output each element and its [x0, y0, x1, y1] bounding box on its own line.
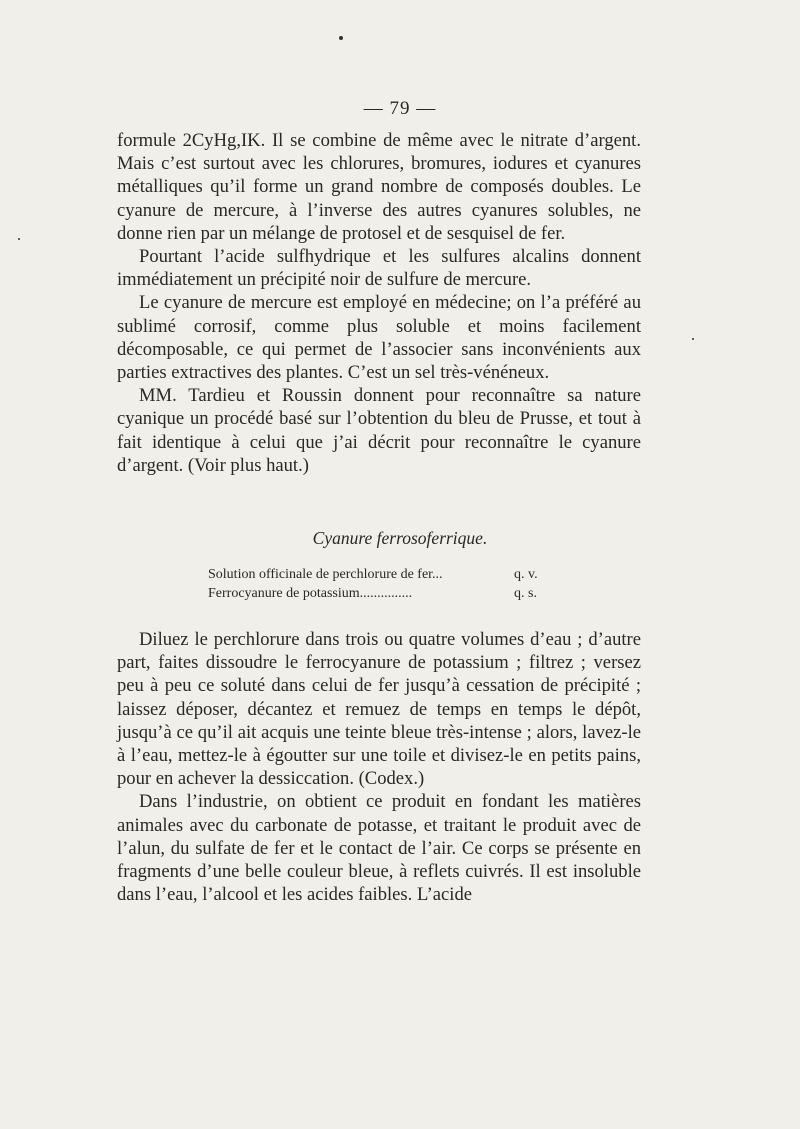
paragraph: formule 2CyHg,IK. Il se combine de même avec le nitrate d’argent. Mais c’est surtout avec les chlorures, bromures, iodures et cyanures métalliques qu’il forme un grand nombre de composés doubles. Le cyanure de mercure, à l’inverse des autres cyanures solubles, ne donne rien par un mélange de protosel et de sesquisel de fer. [117, 130, 641, 244]
print-speck [18, 238, 20, 240]
recipe-row [208, 584, 568, 603]
paragraph: Le cyanure de mercure est employé en médecine; on l’a préféré au sublimé corrosif, comme plus soluble et moins facilement décomposable, ce qui permet de l’associer sans inconvénients aux parties extractives des plantes. C’est un sel très-vénéneux. [117, 292, 641, 384]
body-text-top [117, 129, 641, 477]
body-text-bottom [117, 628, 641, 906]
recipe-ingredient: Ferrocyanure de potassium............... [208, 586, 413, 601]
recipe-ingredient: Solution officinale de perchlorure de fer... [208, 567, 443, 582]
recipe-quantity: q. v. [514, 567, 538, 582]
recipe-quantity: q. s. [514, 586, 537, 601]
paragraph: Dans l’industrie, on obtient ce produit en fondant les matières animales avec du carbonate de potasse, et traitant le produit avec de l’alun, du sulfate de fer et le contact de l’air. Ce corps se présente en fragments d’une belle couleur bleue, à reflets cuivrés. Il est insoluble dans l’eau, l’alcool et les acides faibles. L’acide [117, 791, 641, 906]
section-title: Cyanure ferrosoferrique. [312, 528, 488, 548]
paragraph: MM. Tardieu et Roussin donnent pour reconnaître sa nature cyanique un procédé basé sur l’obtention du bleu de Prusse, et tout à fait identique à celui que j’ai décrit pour reconnaître le cyanure d’argent. (Voir plus haut.) [117, 385, 641, 476]
paragraph: Pourtant l’acide sulfhydrique et les sulfures alcalins donnent immédiatement un précipité noir de sulfure de mercure. [117, 246, 641, 291]
page-number: — 79 — [363, 98, 437, 119]
recipe-row [208, 565, 568, 584]
print-speck [692, 338, 694, 340]
print-speck [339, 36, 343, 40]
paragraph: Diluez le perchlorure dans trois ou quatre volumes d’eau ; d’autre part, faites dissoudre le ferrocyanure de potassium ; filtrez ; versez peu à peu ce soluté dans celui de fer jusqu’à cessation de précipité ; laissez déposer, décantez et remuez de temps en temps le dépôt, jusqu’à ce qu’il ait acquis une teinte bleue très-intense ; alors, lavez-le à l’eau, mettez-le à égoutter sur une toile et divisez-le en petits pains, pour en achever la dessiccation. (Codex.) [117, 629, 641, 790]
recipe-list [208, 565, 568, 603]
